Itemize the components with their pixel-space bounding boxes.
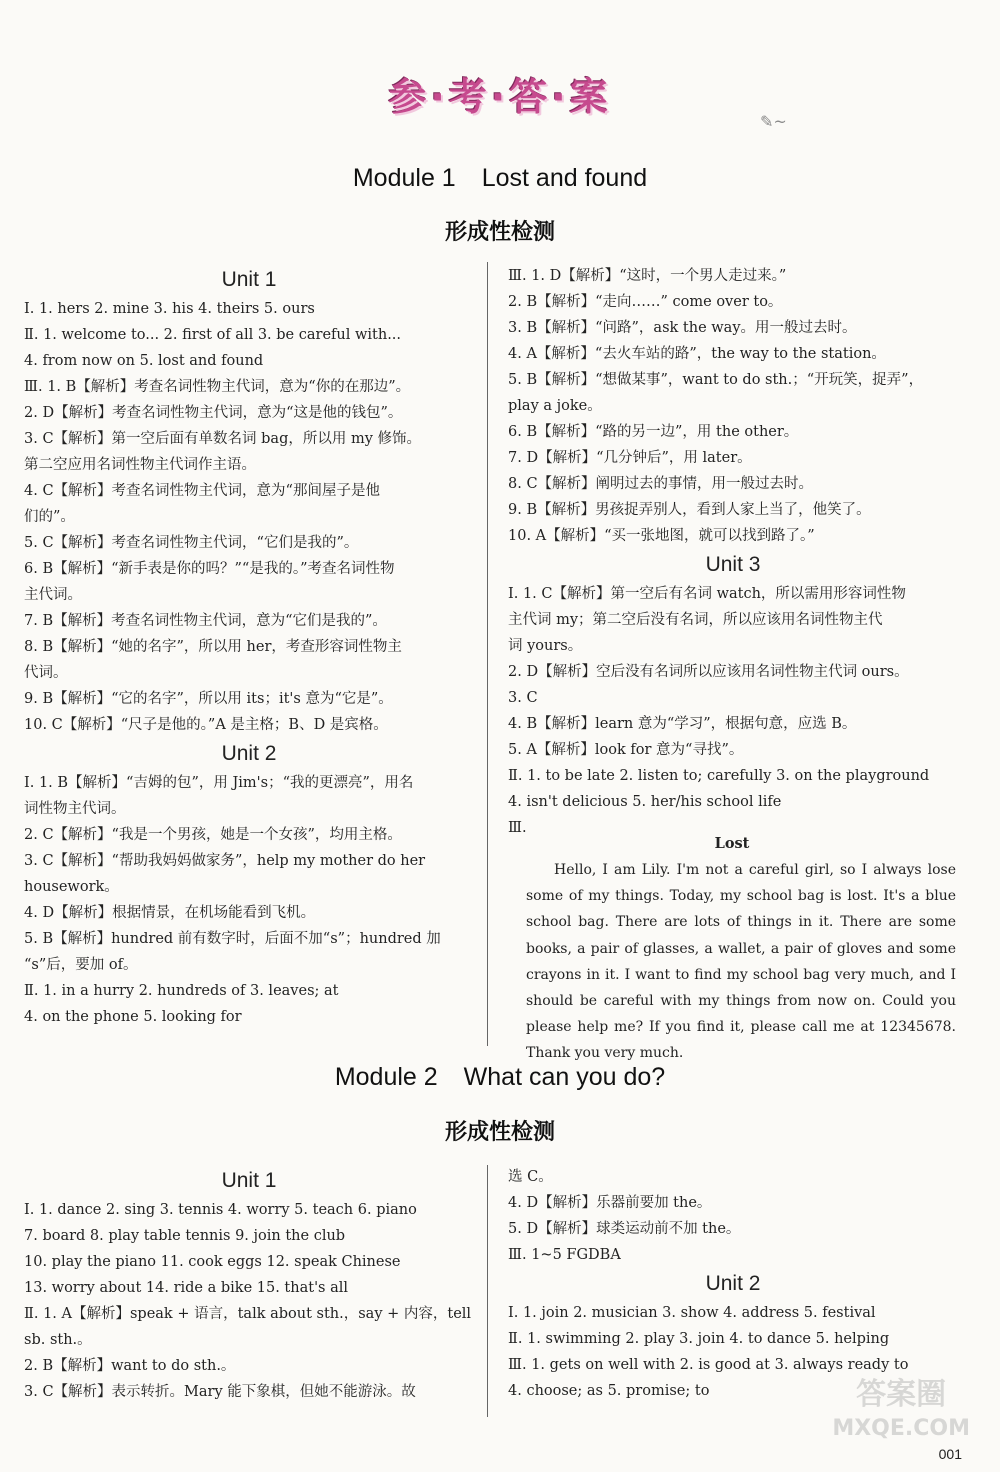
page-title: 参·考·答·案 [388, 75, 612, 119]
answer-line: Ⅱ. 1. swimming 2. play 3. join 4. to dance 5. helping [508, 1331, 890, 1347]
decoration-sketch-icon: ✎~ [760, 112, 787, 131]
unit-title: Unit 3 [705, 553, 761, 576]
answer-line: 5. D【解析】球类运动前不加 the。 [508, 1221, 741, 1237]
module-1-label: Module 1 [352, 164, 456, 192]
answer-line: 7. D【解析】“几分钟后”，用 later。 [508, 450, 752, 466]
answer-line: 13. worry about 14. ride a bike 15. that's all [24, 1280, 349, 1296]
watermark-line-2: MXQE.COM [832, 1416, 970, 1441]
module-2-section-title: 形成性检测 [444, 1120, 555, 1145]
answer-line: 3. B【解析】“问路”，ask the way。用一般过去时。 [508, 320, 857, 336]
answer-line: 们的”。 [24, 509, 75, 525]
answer-line: 10. C【解析】“尺子是他的。”A 是主格；B、D 是宾格。 [24, 717, 388, 733]
answer-line: 5. B【解析】“想做某事”，want to do sth.；“开玩笑，捉弄”， [508, 372, 924, 388]
answer-line: 3. C【解析】表示转折。Mary 能下象棋，但她不能游泳。故 [24, 1384, 416, 1400]
answer-line: 4. C【解析】考查名词性物主代词，意为“那间屋子是他 [24, 483, 380, 499]
answer-line: play a joke。 [508, 398, 602, 414]
answer-line: Ⅰ. 1. C【解析】第一空后有名词 watch，所以需用形容词性物 [508, 586, 906, 602]
answer-line: 3. C [508, 690, 538, 706]
answer-line: “s”后，要加 of。 [24, 957, 138, 973]
answer-line: Ⅰ. 1. hers 2. mine 3. his 4. theirs 5. ours [24, 301, 315, 317]
answer-line: Ⅱ. 1. welcome to... 2. first of all 3. be careful with... [24, 327, 402, 343]
answer-line: 5. B【解析】hundred 前有数字时，后面不加“s”；hundred 加 [24, 931, 441, 947]
answer-line: Ⅰ. 1. join 2. musician 3. show 4. address 5. festival [508, 1305, 876, 1321]
answer-line: Ⅲ. [508, 820, 527, 836]
answer-line: Ⅲ. 1. B【解析】考查名词性物主代词，意为“你的在那边”。 [24, 379, 411, 395]
unit-title: Unit 1 [221, 1169, 277, 1192]
answer-line: 6. B【解析】“路的另一边”，用 the other。 [508, 424, 799, 440]
answer-line: 8. C【解析】阐明过去的事情，用一般过去时。 [508, 476, 814, 492]
answer-line: Ⅲ. 1. gets on well with 2. is good at 3. always ready to [508, 1357, 909, 1373]
unit-title: Unit 2 [221, 742, 277, 765]
module-2-name: What can you do? [463, 1063, 666, 1091]
unit-title: Unit 1 [221, 268, 277, 291]
answer-line: 4. isn't delicious 5. her/his school life [508, 794, 782, 810]
answer-line: sb. sth.。 [24, 1332, 92, 1348]
watermark-line-1: 答案圈 [856, 1377, 947, 1412]
page-number: 001 [938, 1446, 962, 1462]
answer-line: 3. C【解析】“帮助我妈妈做家务”，help my mother do her [24, 853, 426, 869]
answer-line: 4. B【解析】learn 意为“学习”，根据句意，应选 B。 [508, 716, 857, 732]
answer-line: 4. D【解析】乐器前要加 the。 [508, 1195, 712, 1211]
answer-line: Ⅰ. 1. B【解析】“吉姆的包”，用 Jim's；“我的更漂亮”，用名 [24, 775, 414, 791]
module-1-right-column [508, 263, 958, 841]
answer-line: 词 yours。 [508, 638, 583, 654]
module-2-left-column [24, 1165, 474, 1405]
module-1-section-title: 形成性检测 [444, 220, 555, 245]
answer-line: 7. B【解析】考查名词性物主代词，意为“它们是我的”。 [24, 613, 387, 629]
answer-line: 4. from now on 5. lost and found [24, 353, 264, 369]
answer-line: 8. B【解析】“她的名字”，所以用 her，考查形容词性物主 [24, 639, 402, 655]
answer-line: Ⅱ. 1. A【解析】speak + 语言，talk about sth.，say + 内容，tell [24, 1306, 472, 1322]
module-1-left-column [24, 264, 474, 1030]
unit-title: Unit 2 [705, 1272, 761, 1295]
answer-line: 第二空应用名词性物主代词作主语。 [24, 457, 256, 473]
answer-line: 代词。 [24, 665, 68, 681]
essay [508, 831, 956, 1067]
answer-line: Ⅱ. 1. in a hurry 2. hundreds of 3. leaves; at [24, 983, 339, 999]
answer-line: 9. B【解析】男孩捉弄别人，看到人家上当了，他笑了。 [508, 502, 871, 518]
module-2-label: Module 2 [334, 1063, 438, 1091]
answer-line: housework。 [24, 879, 119, 895]
answer-line: 7. board 8. play table tennis 9. join the club [24, 1228, 346, 1244]
answer-line: Ⅲ. 1~5 FGDBA [508, 1247, 621, 1263]
answer-line: Ⅰ. 1. dance 2. sing 3. tennis 4. worry 5. teach 6. piano [24, 1202, 417, 1218]
answer-line: 5. A【解析】look for 意为“寻找”。 [508, 742, 744, 758]
answer-line: Ⅱ. 1. to be late 2. listen to; carefully 3. on the playground [508, 768, 930, 784]
answer-line: 选 C。 [508, 1169, 553, 1185]
answer-line: 4. on the phone 5. looking for [24, 1009, 242, 1025]
answer-line: 主代词 my；第二空后没有名词，所以应该用名词性物主代 [508, 612, 883, 628]
column-divider [487, 1165, 488, 1417]
answer-line: 6. B【解析】“新手表是你的吗？”“是我的。”考查名词性物 [24, 561, 395, 577]
answer-line: 9. B【解析】“它的名字”，所以用 its；it's 意为“它是”。 [24, 691, 393, 707]
answer-line: 4. D【解析】根据情景，在机场能看到飞机。 [24, 905, 316, 921]
answer-line: 5. C【解析】考查名词性物主代词，“它们是我的”。 [24, 535, 359, 551]
module-2-right-column [508, 1164, 958, 1404]
answer-line: 2. D【解析】考查名词性物主代词，意为“这是他的钱包”。 [24, 405, 403, 421]
column-divider [487, 262, 488, 1046]
answer-line: 4. A【解析】“去火车站的路”，the way to the station。 [508, 346, 886, 362]
watermark [832, 1378, 970, 1446]
answer-line: 10. A【解析】“买一张地图，就可以找到路了。” [508, 528, 815, 544]
answer-line: 2. B【解析】want to do sth.。 [24, 1358, 236, 1374]
answer-line: 2. C【解析】“我是一个男孩，她是一个女孩”，均用主格。 [24, 827, 402, 843]
answer-line: 2. B【解析】“走向……” come over to。 [508, 294, 783, 310]
page-header [0, 66, 1000, 121]
answer-line: 主代词。 [24, 587, 82, 603]
module-2-title [0, 1063, 1000, 1092]
answer-line: 2. D【解析】空后没有名词所以应该用名词性物主代词 ours。 [508, 664, 909, 680]
answer-line: 词性物主代词。 [24, 801, 126, 817]
module-1-title [0, 164, 1000, 193]
answer-line: 4. choose; as 5. promise; to [508, 1383, 710, 1399]
answer-line: 10. play the piano 11. cook eggs 12. speak Chinese [24, 1254, 401, 1270]
essay-body: Hello, I am Lily. I'm not a careful girl, so I always lose some of my things. Today, my school bag is lost. It's a blue school bag. There are lots of things in it. There are some books, a pair of glasses, a wallet, a pair of gloves and some crayons in it. I want to find my school bag very much, and I should be careful with my things from now on. Could you please help me? If you find it, please call me at 12345678. Thank you very much. [526, 862, 956, 1062]
module-1-name: Lost and found [481, 164, 648, 192]
essay-title: Lost [714, 835, 750, 852]
answer-line: Ⅲ. 1. D【解析】“这时，一个男人走过来。” [508, 268, 787, 284]
answer-line: 3. C【解析】第一空后面有单数名词 bag，所以用 my 修饰。 [24, 431, 422, 447]
